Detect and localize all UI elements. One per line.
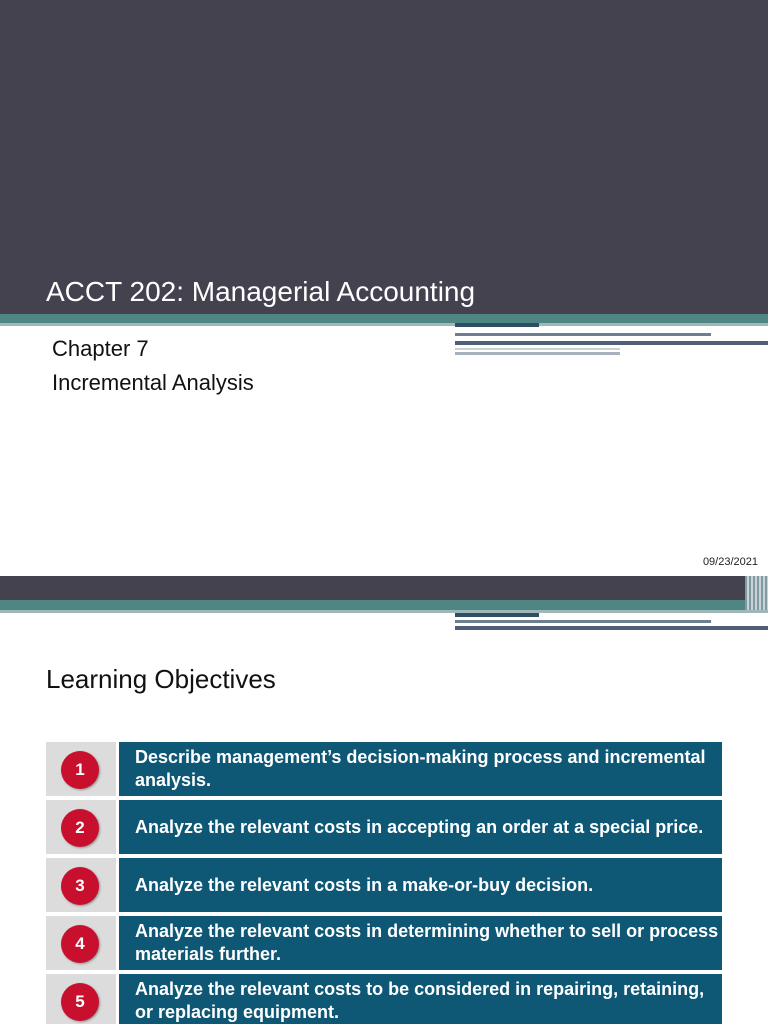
objective-number: 3 bbox=[61, 867, 99, 905]
decor-line bbox=[455, 333, 711, 336]
chapter-label: Chapter 7 bbox=[52, 336, 149, 361]
decor-line bbox=[455, 613, 539, 617]
header-band bbox=[0, 576, 768, 600]
objective-row bbox=[46, 800, 722, 854]
chapter-subtitle: Incremental Analysis bbox=[52, 370, 254, 395]
slide-date: 09/23/2021 bbox=[702, 556, 758, 568]
accent-stripe bbox=[0, 600, 768, 610]
objectives-heading: Learning Objectives bbox=[46, 664, 276, 694]
objective-row bbox=[46, 742, 722, 796]
decor-line bbox=[455, 620, 711, 623]
slide-title: ACCT 202: Managerial Accounting bbox=[46, 276, 476, 307]
objective-text: Analyze the relevant costs to be considered in repairing, retaining, or replacing equipment. bbox=[119, 974, 722, 1024]
decor-line bbox=[455, 348, 620, 350]
objective-text: Analyze the relevant costs in accepting an order at a special price. bbox=[119, 800, 722, 854]
objective-number: 1 bbox=[61, 751, 99, 789]
objective-text: Describe management’s decision-making process and incremental analysis. bbox=[119, 742, 722, 796]
objective-number: 2 bbox=[61, 809, 99, 847]
objective-row bbox=[46, 974, 722, 1024]
accent-stripe-light bbox=[0, 610, 768, 613]
header-band bbox=[0, 0, 768, 314]
decor-line bbox=[455, 323, 539, 327]
objective-row bbox=[46, 858, 722, 912]
decor-line bbox=[455, 626, 768, 630]
decor-texture bbox=[745, 576, 768, 610]
objective-number: 5 bbox=[61, 983, 99, 1021]
objective-number: 4 bbox=[61, 925, 99, 963]
objective-number-box bbox=[46, 742, 116, 796]
decor-line bbox=[455, 352, 620, 355]
decor-line bbox=[455, 341, 768, 345]
accent-stripe-light bbox=[0, 323, 768, 326]
objective-number-box bbox=[46, 974, 116, 1024]
objective-number-box bbox=[46, 800, 116, 854]
learning-objectives-slide bbox=[0, 576, 768, 1024]
objective-number-box bbox=[46, 858, 116, 912]
objective-text: Analyze the relevant costs in a make-or-buy decision. bbox=[119, 858, 722, 912]
objective-text: Analyze the relevant costs in determining whether to sell or process materials further. bbox=[119, 916, 722, 970]
objective-number-box bbox=[46, 916, 116, 970]
objective-row bbox=[46, 916, 722, 970]
accent-stripe bbox=[0, 314, 768, 323]
